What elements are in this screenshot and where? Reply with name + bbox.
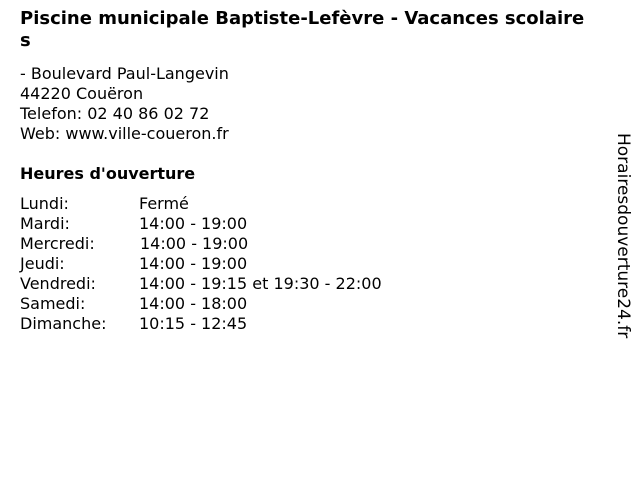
day-label: Mercredi: — [20, 234, 95, 253]
postal-city: 44220 Couëron — [20, 84, 144, 103]
day-hours: Fermé — [139, 194, 189, 213]
day-hours: 14:00 - 18:00 — [139, 294, 248, 313]
day-label: Lundi: — [20, 194, 69, 213]
phone-number: Telefon: 02 40 86 02 72 — [20, 104, 210, 123]
hours-row-saturday — [20, 294, 382, 314]
hours-row-thursday — [20, 254, 382, 274]
hours-row-wednesday — [20, 234, 382, 254]
day-hours: 14:00 - 19:00 — [139, 254, 248, 273]
day-hours: 14:00 - 19:15 et 19:30 - 22:00 — [139, 274, 382, 293]
day-label: Vendredi: — [20, 274, 96, 293]
day-label: Jeudi: — [20, 254, 65, 273]
day-hours: 14:00 - 19:00 — [140, 234, 249, 253]
street-address: - Boulevard Paul-Langevin — [20, 64, 229, 83]
website: Web: www.ville-coueron.fr — [20, 124, 229, 143]
hours-row-sunday — [20, 314, 382, 334]
day-label: Mardi: — [20, 214, 70, 233]
opening-hours-heading: Heures d'ouverture — [20, 164, 196, 183]
opening-hours-table — [20, 194, 382, 334]
hours-row-friday — [20, 274, 382, 294]
site-watermark: Horairesdouverture24.fr — [613, 133, 633, 339]
day-label: Samedi: — [20, 294, 86, 313]
page-title: Piscine municipale Baptiste-Lefèvre - Vacances scolaires — [20, 8, 585, 51]
address-block — [20, 64, 229, 144]
hours-row-monday — [20, 194, 382, 214]
day-hours: 14:00 - 19:00 — [139, 214, 248, 233]
day-label: Dimanche: — [20, 314, 107, 333]
day-hours: 10:15 - 12:45 — [139, 314, 248, 333]
hours-row-tuesday — [20, 214, 382, 234]
